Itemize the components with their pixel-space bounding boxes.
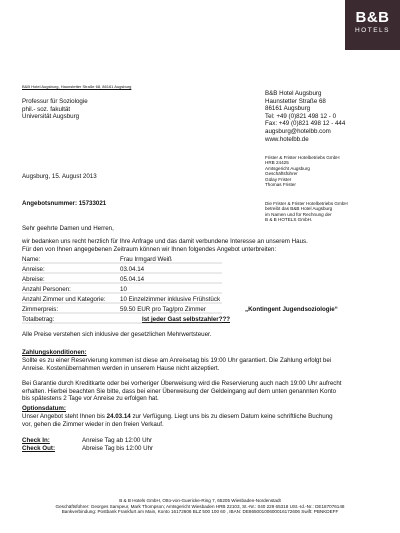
sender-line: B&B Hotel Augsburg, Haunstetter Straße 68, 86161 Augsburg [22, 84, 132, 89]
company-info-line: Frister & Frister Hotelbetriebs GmbH [265, 155, 340, 160]
company-note-line: im Namen und für Rechnung der [265, 211, 332, 217]
brand-logo [345, 0, 400, 50]
hotel-address-line: Fax: +49 (0)821 498 12 - 444 [265, 120, 346, 128]
hotel-address-line: Haunstetter Straße 68 [265, 97, 326, 105]
option-line: vor, gehen die Zimmer wieder in den freien Verkauf. [22, 420, 164, 428]
detail-label: Zimmerpreis: [22, 306, 59, 313]
guarantee-line: bis spätestens 2 Tage vor Anreise zu erfolgen hat. [22, 395, 159, 403]
hotel-address-line: B&B Hotel Augsburg [265, 90, 322, 97]
company-note [265, 201, 348, 223]
detail-label: Name: [22, 256, 41, 263]
company-info-line: Amtsgericht Augsburg [265, 165, 310, 171]
check-in-label: Check In: [22, 437, 50, 444]
detail-value: 10 [120, 286, 127, 293]
option-heading: Optionsdatum: [22, 405, 66, 412]
option-pre: Unser Angebot steht Ihnen bis [22, 413, 107, 420]
detail-value: 59.50 EUR pro Tag/pro Zimmer [120, 306, 206, 313]
detail-value: 10 Einzelzimmer inklusive Frühstück [120, 296, 221, 303]
hotel-website[interactable]: www.hotelbb.de [265, 135, 309, 143]
detail-label: Anzahl Zimmer und Kategorie: [22, 296, 106, 303]
option-line [22, 413, 333, 421]
detail-value: Frau Irmgard Weiß [120, 256, 172, 263]
payment-line: Sollte es zu einer Reservierung kommen ist diese am Anreisetag bis 19:00 Uhr garantiert. Die Zahlung erfolgt bei [22, 357, 332, 364]
intro-line: wir bedanken uns recht herzlich für Ihre Anfrage und das damit verbundene Interesse an unserem Haus. [22, 238, 308, 245]
recipient-line: phil.- soz. fakultät [22, 105, 71, 113]
contingent-label: „Kontingent Jugendsoziologie“ [245, 306, 338, 313]
detail-row-lines [22, 262, 262, 326]
salutation: Sehr geehrte Damen und Herren, [22, 225, 114, 232]
letter-date: Augsburg, 15. August 2013 [22, 173, 97, 180]
hotel-address [265, 90, 345, 143]
detail-label: Anreise: [22, 266, 45, 273]
company-info [265, 155, 340, 187]
intro-line: Für den von Ihnen angegebenen Zeitraum können wir Ihnen folgendes Angebot unterbreiten: [22, 245, 277, 253]
payment-line: Anreise. Kostenübernahmen werden in unserem Hause nicht akzeptiert. [22, 364, 220, 372]
intro-text [22, 238, 308, 253]
recipient-line: Professur für Soziologie [22, 98, 88, 105]
company-info-line: Geschäftsführer [265, 171, 298, 177]
check-out-value: Abreise Tag bis 12:00 Uhr [82, 445, 154, 452]
company-note-line: betreibt das B&B Hotel Augsburg [265, 206, 333, 212]
check-in-value: Anreise Tag ab 12:00 Uhr [82, 437, 153, 444]
footer-line: Geschäftsführer: Georges Sampeur, Mark Thompson; Amtsgericht Wiesbaden HRB 22103, St.-Nr.: 040 229 65318 USt.-Id.-Nr.: DE187076148 [55, 503, 345, 509]
company-note-line: Die Frister & Frister Hotelbetriebs GmbH [265, 201, 348, 206]
hotel-address-line: 86161 Augsburg [265, 105, 311, 113]
company-info-line: Gülay Frister [265, 176, 292, 182]
company-info-line: HRB 24425 [265, 160, 289, 166]
detail-label: Anzahl Personen: [22, 286, 71, 293]
logo-brand: B&B [355, 9, 390, 26]
footer-line: B & B Hotels GmbH, Otto-von-Guericke-Ring 7, 65205 Wiesbaden-Nordenstadt [119, 498, 281, 503]
option-text [22, 413, 333, 428]
company-note-line: B & B HOTELS GmbH. [265, 217, 313, 223]
detail-label: Totalbetrag: [22, 316, 55, 323]
tax-note: Alle Preise verstehen sich inklusive der gesetzlichen Mehrwertsteuer. [22, 331, 212, 338]
offer-number: Angebotsnummer: 15733021 [22, 200, 107, 207]
option-post: zur Verfügung. Liegt uns bis zu diesem Datum keine schriftliche Buchung [130, 413, 333, 420]
footer-line: Bankverbindung: Postbank Frankfurt am Main, Konto 16172606 BLZ 500 100 60 , IBAN: DE86500100600016172606 Swift: PBNKDEFF [61, 509, 339, 515]
recipient-line: Universität Augsburg [22, 113, 80, 121]
check-out-label: Check Out: [22, 445, 56, 452]
payment-text [22, 357, 331, 372]
page-footer [0, 498, 400, 515]
detail-value: 05.04.14 [120, 276, 145, 283]
guarantee-line: erhalten. Hierbei beachten Sie bitte, dass bei einer Überweisung der Geldeingang auf dem unten genannten Konto [22, 387, 337, 395]
payment-heading: Zahlungskonditionen: [22, 349, 87, 356]
guarantee-line: Bei Garantie durch Kreditkarte oder bei vorheriger Überweisung wird die Reservierung auch nach 19:00 Uhr aufrecht [22, 380, 342, 387]
detail-value: Ist jeder Gast selbstzahler??? [142, 316, 231, 323]
company-info-line: Thomas Frister [265, 182, 296, 188]
detail-value: 03.04.14 [120, 266, 145, 273]
recipient-address [22, 98, 88, 121]
hotel-email[interactable]: augsburg@hotelbb.com [265, 127, 331, 135]
option-date: 24.03.14 [106, 413, 131, 420]
logo-sub: HOTELS [354, 27, 390, 34]
hotel-address-line: Tel: +49 (0)821 498 12 - 0 [265, 112, 337, 120]
detail-label: Abreise: [22, 276, 45, 283]
guarantee-text [22, 380, 342, 403]
